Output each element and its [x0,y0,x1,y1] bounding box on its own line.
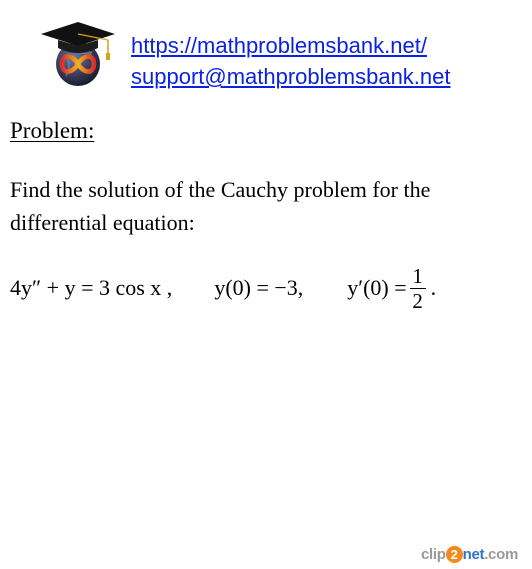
fraction-denominator: 2 [412,288,423,313]
problem-statement: Find the solution of the Cauchy problem for the differential equation: [10,177,431,235]
initial-condition-derivative: y′(0) = [347,275,407,300]
website-link[interactable]: https://mathproblemsbank.net/ [131,33,427,58]
watermark-part-clip: clip [420,546,446,563]
watermark-badge: 2 [446,546,463,563]
differential-equation: 4y″ + y = 3 cos x , [10,275,173,300]
equation-terminator: . [430,275,437,300]
fraction-one-half [410,265,426,312]
watermark-part-com: .com [484,546,518,563]
watermark [421,546,518,563]
watermark-part-net: net [462,546,485,563]
support-email-link[interactable]: support@mathproblemsbank.net [131,64,451,89]
problem-heading: Problem: [10,118,95,143]
fraction-numerator: 1 [412,263,423,288]
initial-condition-value: y(0) = −3, [214,275,304,300]
problem-equation [10,258,436,318]
logo [38,18,118,90]
graduation-cap-infinity-icon [38,18,118,90]
header-links [131,30,451,92]
